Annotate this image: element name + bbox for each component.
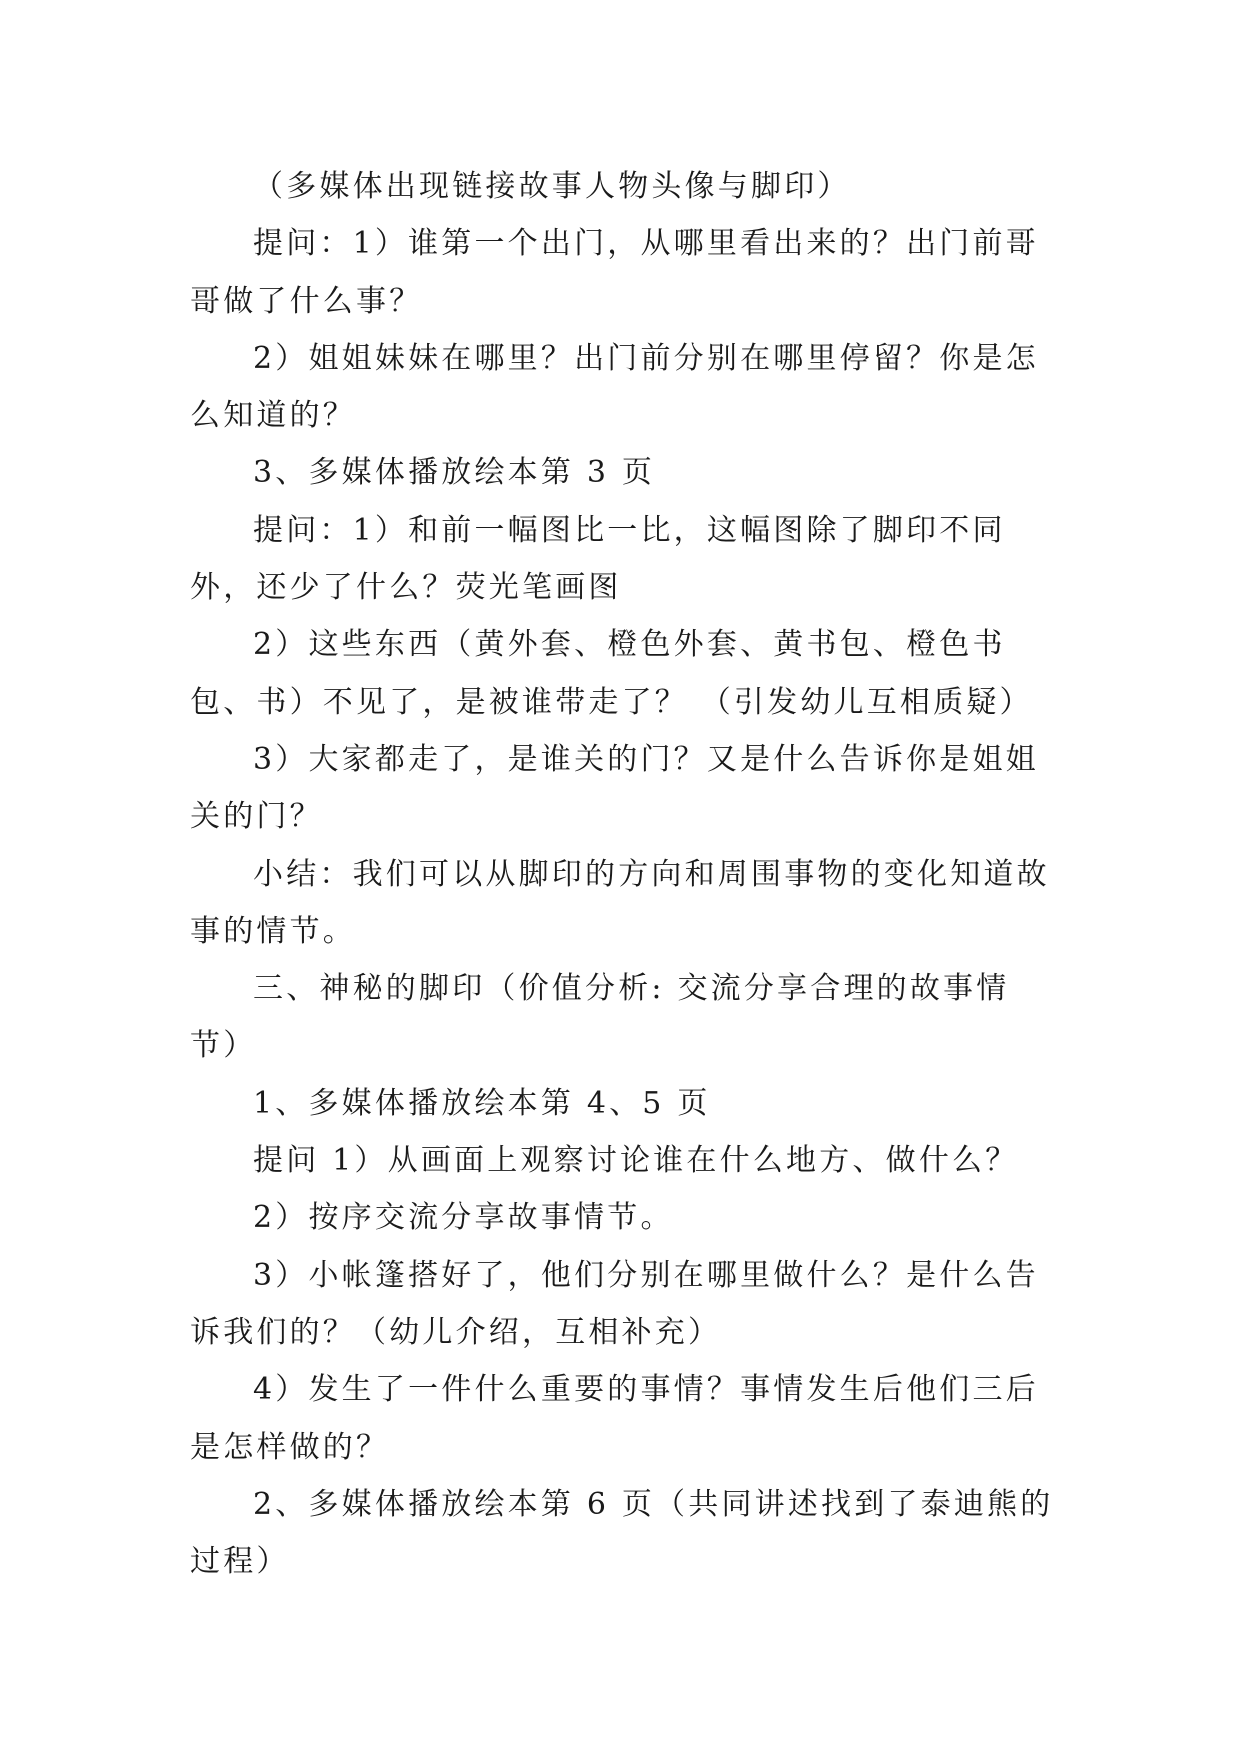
paragraph-question-who-first: 提问：1）谁第一个出门，从哪里看出来的？出门前哥哥做了什么事？ — [190, 226, 1039, 319]
paragraph-step-page6: 2、多媒体播放绘本第 6 页（共同讲述找到了泰迪熊的过程） — [190, 1486, 1054, 1580]
paragraph-question-missing-items: 2）这些东西（黄外套、橙色外套、黄书包、橙色书包、书）不见了，是被谁带走了？ （引发幼儿互相质疑） — [190, 627, 1033, 720]
document-page — [190, 158, 1060, 1590]
paragraph-share-plot: 2）按序交流分享故事情节。 — [253, 1200, 674, 1236]
paragraph-question-observe: 提问 1）从画面上观察讨论谁在什么地方、做什么？ — [253, 1143, 1019, 1179]
paragraph-question-sisters: 2）姐姐妹妹在哪里？出门前分别在哪里停留？你是怎么知道的？ — [190, 340, 1039, 434]
paragraph-step-page45: 1、多媒体播放绘本第 4、5 页 — [253, 1085, 711, 1121]
paragraph-question-compare: 提问：1）和前一幅图比一比，这幅图除了脚印不同外，还少了什么？荧光笔画图 — [190, 512, 1006, 606]
paragraph-question-who-closed-door: 3）大家都走了，是谁关的门？又是什么告诉你是姐姐关的门？ — [190, 741, 1039, 835]
paragraph-question-important-event: 4）发生了一件什么重要的事情？事情发生后他们三后是怎样做的？ — [190, 1372, 1039, 1465]
section-heading-mysterious-footprints: 三、神秘的脚印（价值分析: 交流分享合理的故事情节） — [190, 971, 1010, 1064]
paragraph-summary: 小结：我们可以从脚印的方向和周围事物的变化知道故事的情节。 — [190, 856, 1050, 949]
paragraph-media-links: （多媒体出现链接故事人物头像与脚印） — [253, 169, 851, 204]
paragraph-question-tent: 3）小帐篷搭好了，他们分别在哪里做什么？是什么告诉我们的？（幼儿介绍，互相补充） — [190, 1257, 1039, 1350]
paragraph-step-page3: 3、多媒体播放绘本第 3 页 — [253, 455, 656, 491]
